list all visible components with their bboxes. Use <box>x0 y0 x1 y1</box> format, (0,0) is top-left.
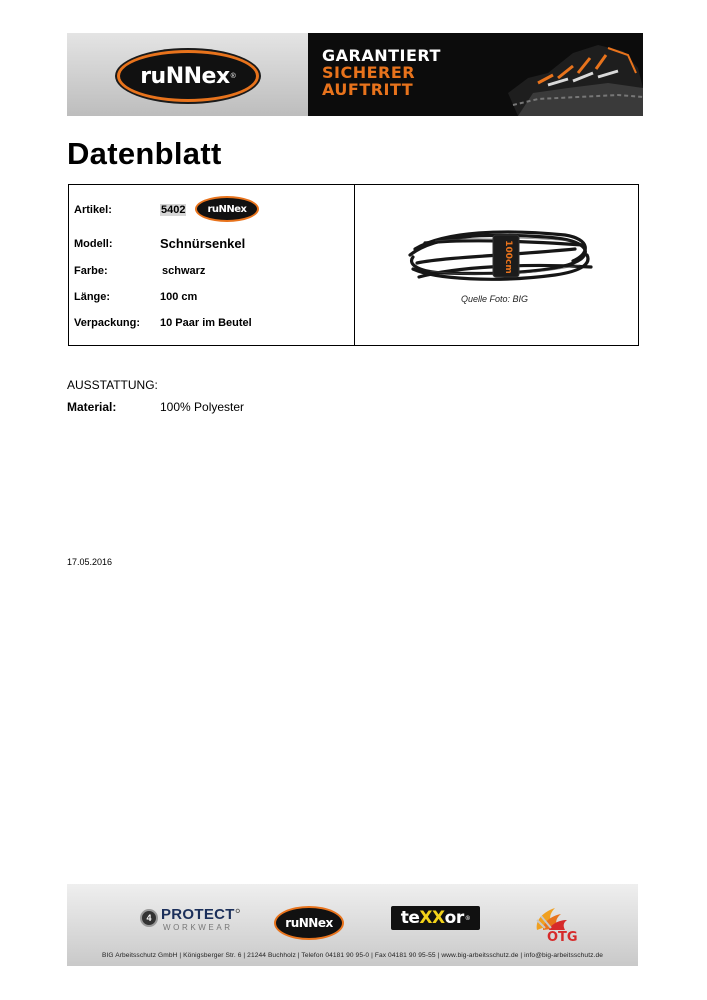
footer-brands <box>67 884 638 966</box>
runnex-footer-logo-text: ruNNex <box>285 916 333 930</box>
runnex-small-logo-text: ruNNex <box>207 203 247 215</box>
article-value: 5402 <box>161 204 186 216</box>
protect-word-text: PROTECT <box>161 906 235 923</box>
page-title: Datenblatt <box>67 136 222 171</box>
contact-line: BIG Arbeitsschutz GmbH | Königsberger Str. 6 | 21244 Buchholz | Telefon 04181 90 95-0 | Fax 04181 90 95-55 | www.big-arbeitsschutz.de | info@big-arbeitsschutz.de <box>101 952 603 959</box>
features-heading: AUSSTATTUNG: <box>67 378 158 392</box>
length-label: Länge: <box>74 291 111 303</box>
banner-slogan-panel <box>308 33 643 116</box>
header-banner <box>67 33 643 116</box>
texxor-logo <box>391 906 480 930</box>
material-value: 100% Polyester <box>160 400 245 414</box>
banner-logo-panel <box>67 33 308 116</box>
texxor-reg: ® <box>464 914 471 922</box>
article-label: Artikel: <box>74 204 112 216</box>
runnex-logo-text: ruNNex <box>140 63 230 89</box>
color-value: schwarz <box>162 265 206 277</box>
document-date: 17.05.2016 <box>67 557 113 567</box>
product-table <box>68 184 639 346</box>
otg-flame-icon <box>533 906 577 932</box>
protect-sub: WORKWEAR <box>163 923 233 932</box>
model-label: Modell: <box>74 238 113 250</box>
slogan-line-1: GARANTIERT <box>322 46 441 65</box>
texxor-part-3: or <box>444 908 464 928</box>
otg-text: OTG <box>547 930 578 945</box>
runnex-footer-logo <box>274 906 344 940</box>
image-caption: Quelle Foto: BIG <box>461 294 529 304</box>
model-value: Schnürsenkel <box>160 236 246 251</box>
slogan-line-3: AUFTRITT <box>322 80 414 99</box>
otg-logo <box>533 906 577 948</box>
protect-badge-icon: 4 <box>140 909 158 927</box>
runnex-logo <box>117 50 259 102</box>
length-value: 100 cm <box>160 291 198 303</box>
safety-shoe-image <box>478 33 643 116</box>
texxor-part-2: XX <box>419 908 445 928</box>
protect-word <box>161 906 241 923</box>
shoelace-image <box>405 227 595 285</box>
registered-mark: ® <box>230 72 236 80</box>
slogan <box>322 47 441 98</box>
runnex-small-logo <box>195 196 259 222</box>
color-label: Farbe: <box>74 265 108 277</box>
material-label: Material: <box>67 400 117 414</box>
svg-text:100cm: 100cm <box>503 240 513 274</box>
protect-tm: ° <box>234 906 242 923</box>
slogan-line-2: SICHERER <box>322 63 416 82</box>
texxor-part-1: te <box>400 908 420 928</box>
product-image-cell <box>355 185 639 345</box>
packaging-value: 10 Paar im Beutel <box>160 317 252 329</box>
packaging-label: Verpackung: <box>74 317 141 329</box>
